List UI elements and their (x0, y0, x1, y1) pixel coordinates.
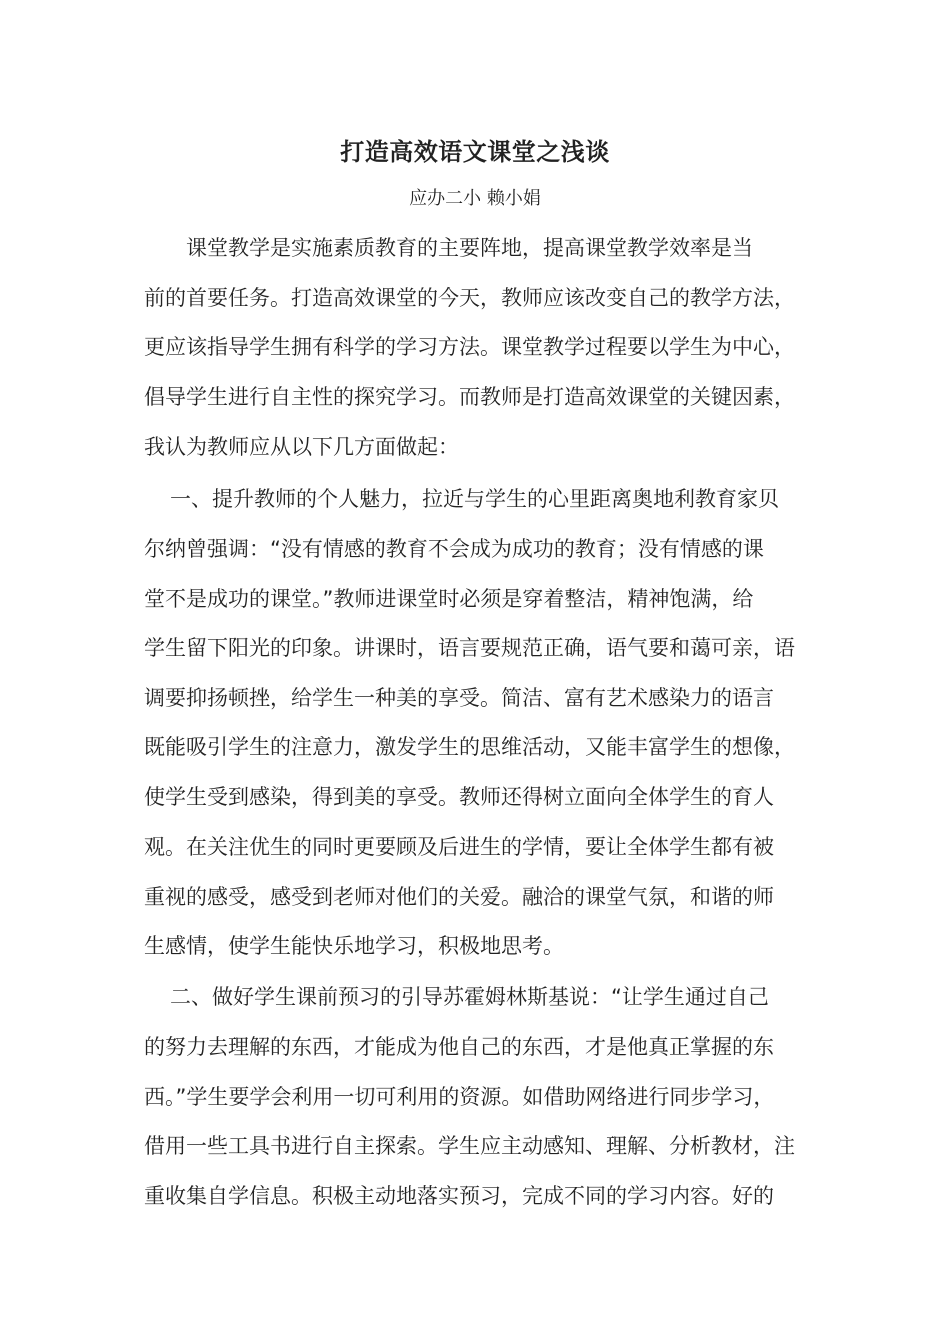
paragraph-2-line-10: 生感情，使学生能快乐地学习，积极地思考。 (144, 934, 564, 958)
paragraph-1-line-5: 我认为教师应从以下几方面做起： (144, 435, 459, 459)
paragraph-3-line-1: 二、做好学生课前预习的引导苏霍姆林斯基说：“让学生通过自己 (170, 985, 769, 1009)
paragraph-2-line-7: 使学生受到感染，得到美的享受。教师还得树立面向全体学生的育人 (144, 785, 774, 809)
paragraph-1-line-4: 倡导学生进行自主性的探究学习。而教师是打造高效课堂的关键因素， (144, 385, 795, 409)
paragraph-2-line-8: 观。在关注优生的同时更要顾及后进生的学情，要让全体学生都有被 (144, 835, 774, 859)
paragraph-3-line-2: 的努力去理解的东西，才能成为他自己的东西，才是他真正掌握的东 (144, 1035, 774, 1059)
paragraph-2-line-4: 学生留下阳光的印象。讲课时，语言要规范正确，语气要和蔼可亲，语 (144, 636, 795, 660)
paragraph-2-line-6: 既能吸引学生的注意力，激发学生的思维活动，又能丰富学生的想像， (144, 735, 795, 759)
paragraph-1-line-3: 更应该指导学生拥有科学的学习方法。课堂教学过程要以学生为中心， (144, 335, 795, 359)
paragraph-2-line-2: 尔纳曾强调：“没有情感的教育不会成为成功的教育；没有情感的课 (144, 537, 764, 561)
paragraph-2-line-1: 一、提升教师的个人魅力，拉近与学生的心里距离奥地利教育家贝 (170, 487, 779, 511)
paragraph-2-line-3: 堂不是成功的课堂。”教师进课堂时必须是穿着整洁，精神饱满，给 (144, 587, 754, 611)
paragraph-2-line-9: 重视的感受，感受到老师对他们的关爱。融洽的课堂气氛，和谐的师 (144, 885, 774, 909)
paragraph-3-line-3: 西。”学生要学会利用一切可利用的资源。如借助网络进行同步学习， (144, 1085, 775, 1109)
paragraph-2-line-5: 调要抑扬顿挫，给学生一种美的享受。简洁、富有艺术感染力的语言 (144, 686, 774, 710)
paragraph-3-line-5: 重收集自学信息。积极主动地落实预习，完成不同的学习内容。好的 (144, 1184, 774, 1208)
author-line: 应办二小 赖小娟 (409, 188, 541, 209)
paragraph-3-line-4: 借用一些工具书进行自主探索。学生应主动感知、理解、分析教材，注 (144, 1134, 795, 1158)
paragraph-1-line-1: 课堂教学是实施素质教育的主要阵地，提高课堂教学效率是当 (144, 236, 753, 260)
paragraph-1-line-2: 前的首要任务。打造高效课堂的今天，教师应该改变自己的教学方法， (144, 286, 795, 310)
document-title: 打造高效语文课堂之浅谈 (340, 138, 610, 166)
